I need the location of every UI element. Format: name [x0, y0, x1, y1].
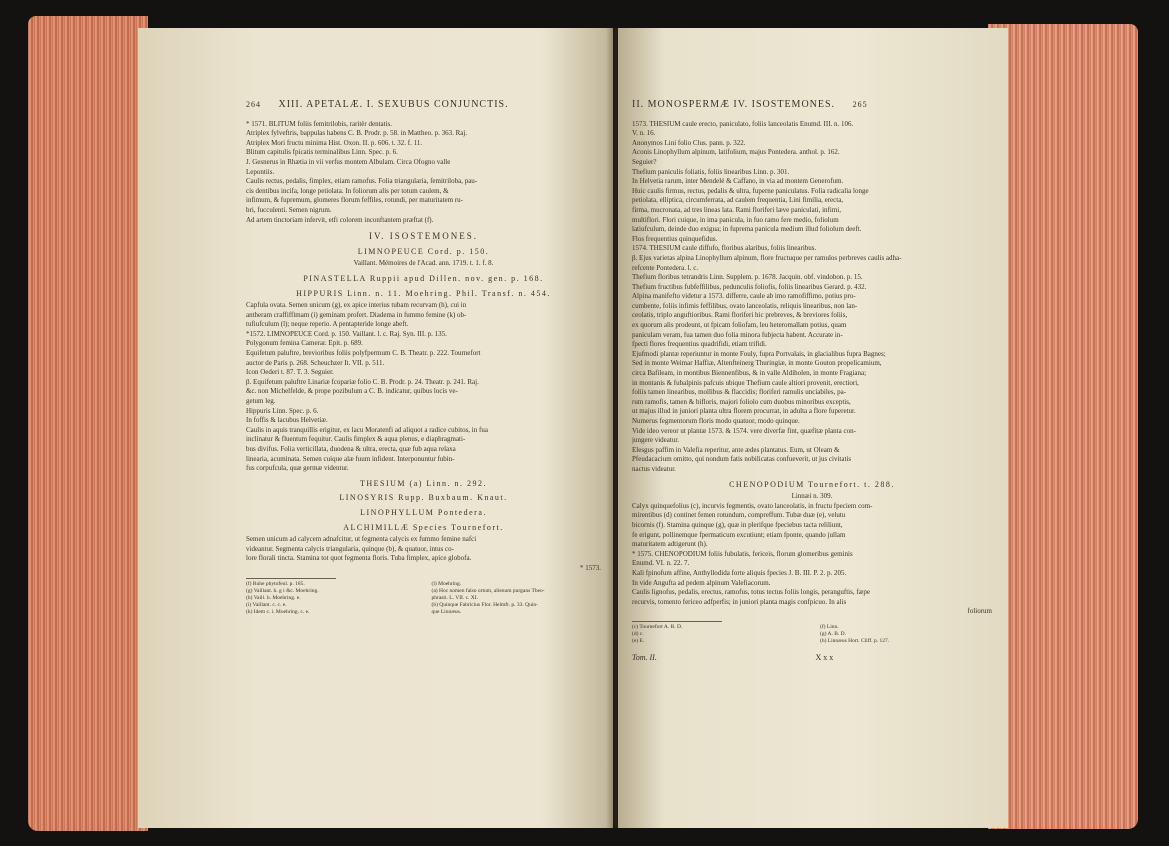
left-page [138, 28, 613, 828]
signature-mark: X x x [815, 652, 834, 662]
text-line: β. Equifetum paluftre Linariæ fcopariæ folio C. B. Prodr. p. 24. Theatr. p. 241. Raj. [246, 377, 479, 386]
footnote: (g) A. B. D. [820, 630, 846, 637]
text-line: mirentibus (d) continet femen rotundum, compreffum. Tubæ duæ (e), velutu [632, 511, 846, 520]
footnote: (c) Tournefort A. B. D. [632, 623, 683, 630]
footnote: (f) Ruhe phytofeul. p. 185. [246, 580, 305, 587]
text-line: Hippuris Linn. Spec. p. 6. [246, 406, 319, 415]
text-line: in montanis & fubalpinis pafcuis ubique Thefium caule altiori provenit, erectiori, [632, 378, 859, 387]
right-text-body [632, 120, 992, 608]
text-line: Aconis Linophyllum alpinum, latifolium, majus Pontedera. anthol. p. 162. [632, 148, 840, 157]
right-page-content [632, 100, 992, 662]
right-signature-line [632, 653, 992, 663]
text-line: Atriplex fylveftris, bappulas habens C. B. Prodr. p. 58. in Mattheo. p. 363. Raj. [246, 129, 468, 138]
left-running-head [246, 100, 601, 110]
text-line: bicornis (f). Stamina quinque (g), quæ in plerifque fpeciebus tacta reliliunt, [632, 520, 843, 529]
right-running-head-title: II. MONOSPERMÆ IV. ISOSTEMONES. [632, 99, 836, 110]
footnote: (l) Moehring. [431, 580, 462, 587]
text-line: V. n. 16. [632, 129, 656, 138]
text-line: Thefium paniculis foliatis, foliis linearibus Linn. p. 301. [632, 167, 790, 176]
left-footnotes-col-2 [432, 581, 602, 616]
text-line: cumbente, foliis infimis feffilibus, ovato lanceolatis, reliquis linearibus, non lan- [632, 301, 858, 310]
left-catchword: * 1573. [580, 563, 601, 572]
text-line: β. Ejus varietas alpina Linophyllum alpinum, flore fructuque per ramulos perbreves caulis adha- [632, 253, 902, 262]
text-line: auctor de Paris p. 268. Scheuchzer It. VII. p. 511. [246, 358, 385, 367]
left-page-edges [28, 16, 148, 831]
text-line: lore florali tincta. Stamina tot quot fegmenta floris. Tuba fimplex, apice globofa. [246, 554, 472, 563]
text-line: In foffis & lacubus Helvetiæ. [246, 416, 328, 425]
text-line: Pfeudacacium omitto, qui nondum fatis nobilicatas confueverit, ut jus civitatis [632, 455, 852, 464]
section-heading: THESIUM (a) Linn. n. 292. [359, 478, 488, 488]
footnote: (k) Idem c. i. Moehring. c. e. [246, 608, 310, 615]
right-footnotes-col-1 [632, 624, 804, 645]
text-line: Caulis rectus, pedalis, fimplex, etiam ramofus. Folia triangularia, femitriloba, pau- [246, 177, 478, 186]
section-heading: ALCHIMILLÆ Species Tournefort. [343, 522, 504, 532]
text-line: ceolatis, triplo anguftioribus. Rami floriferi hic prebreves, & breviores foliis, [632, 311, 848, 320]
right-footnotes-col-2 [820, 624, 992, 645]
text-line: Atriplex Mori fructu minima Hist. Oxon. II. p. 606. t. 32. f. 11. [246, 138, 423, 147]
text-line: Elesgus paffim in Valefia reperitur, ante ædes plantatus. Eum, ut Oleam & [632, 445, 840, 454]
footnote: phrasti. L. VII. c. XI. [431, 594, 478, 601]
section-heading: LIMNOPEUCE Cord. p. 150. [357, 246, 490, 256]
text-line: fpecti flores frequentius quadrifidi, etiam trifidi. [632, 340, 767, 349]
volume-mark: Tom. II. [632, 652, 657, 662]
text-line: latiufculum, deinde duo exigua; in fuprema panicula medium illud foliolum deeft. [632, 225, 862, 234]
text-line: Sed in monte Weimar Haffiæ, Altenfteinerg Thuringiæ, in monte Gouton propelicamium, [632, 359, 882, 368]
text-line: Polygonum femina Camerar. Epit. p. 689. [246, 339, 363, 348]
text-line: fus corpufcula, quæ germæ videntur. [246, 464, 349, 473]
section-heading: HIPPURIS Linn. n. 11. Moehring. Phil. Transf. n. 454. [296, 288, 551, 298]
right-running-head [632, 100, 992, 110]
section-heading: LINOPHYLLUM Pontedera. [360, 507, 487, 517]
footnote: (a) Hoc nomen falso ortum, alienum purgans Theo- [431, 587, 545, 594]
left-running-head-title: XIII. APETALÆ. I. SEXUBUS CONJUNCTIS. [278, 99, 509, 110]
text-line: circa Bafileam, in montibus Biennenfibus, & in valle Aldiholen, in monte Fragiana; [632, 369, 867, 378]
text-line: 1574. THESIUM caule diffufo, floribus alaribus, foliis linearibus. [632, 244, 817, 253]
text-line: Semen unicum ad calycem adnafcitur, ut fegmenta calycis ex fummo femine nafci [246, 535, 477, 544]
text-line: In Helvetia rarum, inter Mendelé & Caffano, in via ad montem Generofum. [632, 177, 844, 186]
text-line: Thefium floribus tetrandris Linn. Supplem. p. 1678. Jacquin. obf. vindobon. p. 15. [632, 273, 863, 282]
text-line: getum leg. [246, 397, 276, 406]
text-line: inclinatur & fluentum fequitur. Caulis fimplex & aqua plenus, e diaphragmati- [246, 435, 466, 444]
section-heading: CHENOPODIUM Tournefort. t. 288. [729, 479, 895, 489]
footnote: (d) c. [632, 630, 644, 637]
text-line: cis dentibus incifa, longe petiolata. In foliorum alis per totum caulem, & [246, 186, 449, 195]
text-line: Blitum capitulis fpicatis terminalibus Linn. Spec. p. 6. [246, 148, 398, 157]
text-line: Vide ideo vereor ut plantæ 1573. & 1574. vere diverfæ fint, quæfitæ planta con- [632, 426, 856, 435]
text-line: ut majus illud in juniori planta ultra florem procurrat, in adulta a flore fuperetur. [632, 407, 856, 416]
text-line: rum ramofis, tamen & bifloris, majori foliolo cum duobus minoribus exceptis, [632, 397, 851, 406]
text-line: Alpina manifefto videtur a 1573. differre, caule ab imo ramofiffimo, potius pro- [632, 292, 856, 301]
text-line: firma, mucronata, ad tres lineas lata. Rami floriferi læve paniculati, infimi, [632, 205, 841, 214]
text-line: bri, fucculenti. Semen nigrum. [246, 205, 332, 214]
text-line: Huic caulis firmus, rectus, pedalis & ultra, fuperne paniculatus. Folia radicalia longe [632, 186, 869, 195]
section-subline: Vaillant. Mémoires de l'Acad. ann. 1719. t. 1. f. 8. [353, 259, 494, 268]
footnote-rule [632, 621, 722, 622]
footnote: (h) Vaill. h. Moehring. e. [246, 594, 301, 601]
left-page-number: 264 [246, 100, 261, 109]
text-line: Equifetum paluftre, brevioribus foliis polyfpermum C. B. Theatr. p. 222. Tournefort [246, 349, 481, 358]
footnote-rule [246, 578, 336, 579]
text-line: Thefium fructibus fubfeffilibus, pedunculis foliofis, foliis linearibus Gerard. p. 432. [632, 282, 867, 291]
right-page [618, 28, 1008, 828]
section-heading: IV. ISOSTEMONES. [368, 231, 479, 242]
text-line: Anonymos Lini folio Clus. pann. p. 322. [632, 138, 746, 147]
text-line: Seguier? [632, 157, 657, 166]
right-catchword: foliorum [967, 607, 992, 616]
footnote: (h) Linnæus Hort. Cliff. p. 127. [820, 637, 890, 644]
text-line: paniculam veram, fua tamen duo folia minora fubjecta habent. Accurate in- [632, 330, 843, 339]
right-page-edges [988, 24, 1138, 829]
text-line: infimum, & fupremum, glomeres florum feffiles, rotundi, per maturitatem ru- [246, 196, 464, 205]
left-text-body [246, 120, 601, 564]
text-line: linearia, acuminata. Semen cuique alæ fuum infident. Interponuntur fubin- [246, 454, 455, 463]
footnote: (f) Linn. [820, 623, 839, 630]
text-line: *1572. LIMNOPEUCE Cord. p. 150. Vaillant. l. c. Raj. Syn. III. p. 135. [246, 329, 447, 338]
footnote: (e) E. [632, 637, 645, 644]
text-line: jungere videatur. [632, 436, 680, 445]
text-line: refcente Pontedera. l. c. [632, 263, 699, 272]
text-line: J. Gesnerus in Rhætia in vii verfus montem Albulam. Circa Ofogno valle [246, 157, 451, 166]
footnote: (i) Vaillant. c. c. e. [246, 601, 287, 608]
text-line: maturitatem adtigerunt (h). [632, 540, 708, 549]
text-line: &c. non Michelfelde, & prope pozibulum a C. B. indicatur, quibus locis ve- [246, 387, 458, 396]
text-line: tufiufculum (l); neque reperio. A pentapteride longe abeft. [246, 320, 409, 329]
text-line: Ad artem tinctoriam infervit, etfi colorem inconftantem præftat (f). [246, 215, 434, 224]
text-line: bus divifus. Folia verticillata, duodena & ultra, erecta, quæ fub aqua relaxa [246, 445, 456, 453]
left-footnotes-col-1 [246, 581, 416, 616]
text-line: Enumd. VI. n. 22. 7. [632, 559, 690, 568]
text-line: recurvis, tomento fericeo adfperfis; in juniori planta magis confpicuo. In alis [632, 597, 847, 606]
text-line: Ejufmodi plantæ reperiuntur in monte Fouly, fupra Portvalais, in glacialibus fupra Bagnes; [632, 349, 886, 358]
footnote: (g) Vaillant. h. g i &c. Moehring. [246, 587, 319, 594]
text-line: Icon Oederi t. 87. T. 3. Seguier. [246, 368, 334, 377]
text-line: foliis tamen linearibus, mollibus & flaccidis; floriferi ramulis unciabiles, pa- [632, 388, 847, 397]
text-line: fe erigunt, pollinemque fpermaticum excutiunt; etiam fponte, quando jullam [632, 530, 846, 539]
text-line: antheram craffiffimam (i) geminam profert. Diadema in fummo femine (k) ob- [246, 310, 467, 319]
open-book [28, 10, 1138, 836]
footnote: que Linnæus. [431, 608, 462, 615]
text-line: * 1571. BLITUM foliis femitrilobis, raritèr dentatis. [246, 119, 393, 128]
text-line: petiolata, elliptica, circumferrata, ad caulem frequentia, Lini fimilia, erecta, [632, 196, 844, 205]
text-line: Flos frequentius quinquefidus. [632, 234, 718, 243]
section-heading: LINOSYRIS Rupp. Buxbaum. Knaut. [339, 493, 508, 503]
text-line: multiflori. Flori cuique, in ima panicula, in fuo ramo fere medio, foliolum [632, 215, 839, 224]
text-line: Calyx quinquefolius (c), incurvis fegmentis, ovato lanceolatis, in fructu fpeciem com- [632, 501, 873, 510]
text-line: ex quorum alis prodeunt, ut fpicam foliofam, leu heteromallam potius, quam [632, 321, 847, 330]
right-page-number: 265 [852, 100, 868, 109]
text-line: 1573. THESIUM caule erecto, paniculato, foliis lanceolatis Enumd. III. n. 106. [632, 119, 854, 128]
text-line: Lepontiis. [246, 167, 275, 176]
section-heading: PINASTELLA Ruppii apud Dillen. nov. gen. p. 168. [303, 273, 544, 283]
right-footnotes [632, 624, 992, 645]
text-line: Numerus fegmentorum floris modo quatuor, modo quinque. [632, 417, 800, 425]
text-line: * 1575. CHENOPODIUM foliis fubulatis, fericeis, florum glomeribus geminis [632, 549, 853, 558]
text-line: Caulis lignofus, pedalis, erectus, ramofus, totus tectus foliis longis, peranguftis, fæpe [632, 588, 870, 597]
left-page-content [246, 100, 601, 616]
text-line: videantur. Segmenta calycis triangularia, quinque (b), & quatuor, intus co- [246, 544, 454, 553]
text-line: nactus videatur. [632, 464, 676, 473]
left-footnotes [246, 581, 601, 616]
footnote: (b) Quinque Fabricius Flor. Helmft. p. 33. Quin- [431, 601, 538, 608]
section-subline: Linnæi n. 309. [791, 492, 833, 501]
text-line: Kali fpinofum affine, Anthyllodida forte aliquis fpecies J. B. III. P. 2. p. 205. [632, 568, 847, 577]
text-line: Capfula ovata. Semen unicum (g), ex apice interius tubam recurvam (h), cui in [246, 301, 467, 310]
text-line: In vide Angufta ad pedem alpinum Valefiacorum. [632, 578, 771, 587]
text-line: Caulis in aquis tranquillis erigitur, ex lacu Moratenfi ad aliquot a radice cubitos, in fua [246, 425, 488, 434]
